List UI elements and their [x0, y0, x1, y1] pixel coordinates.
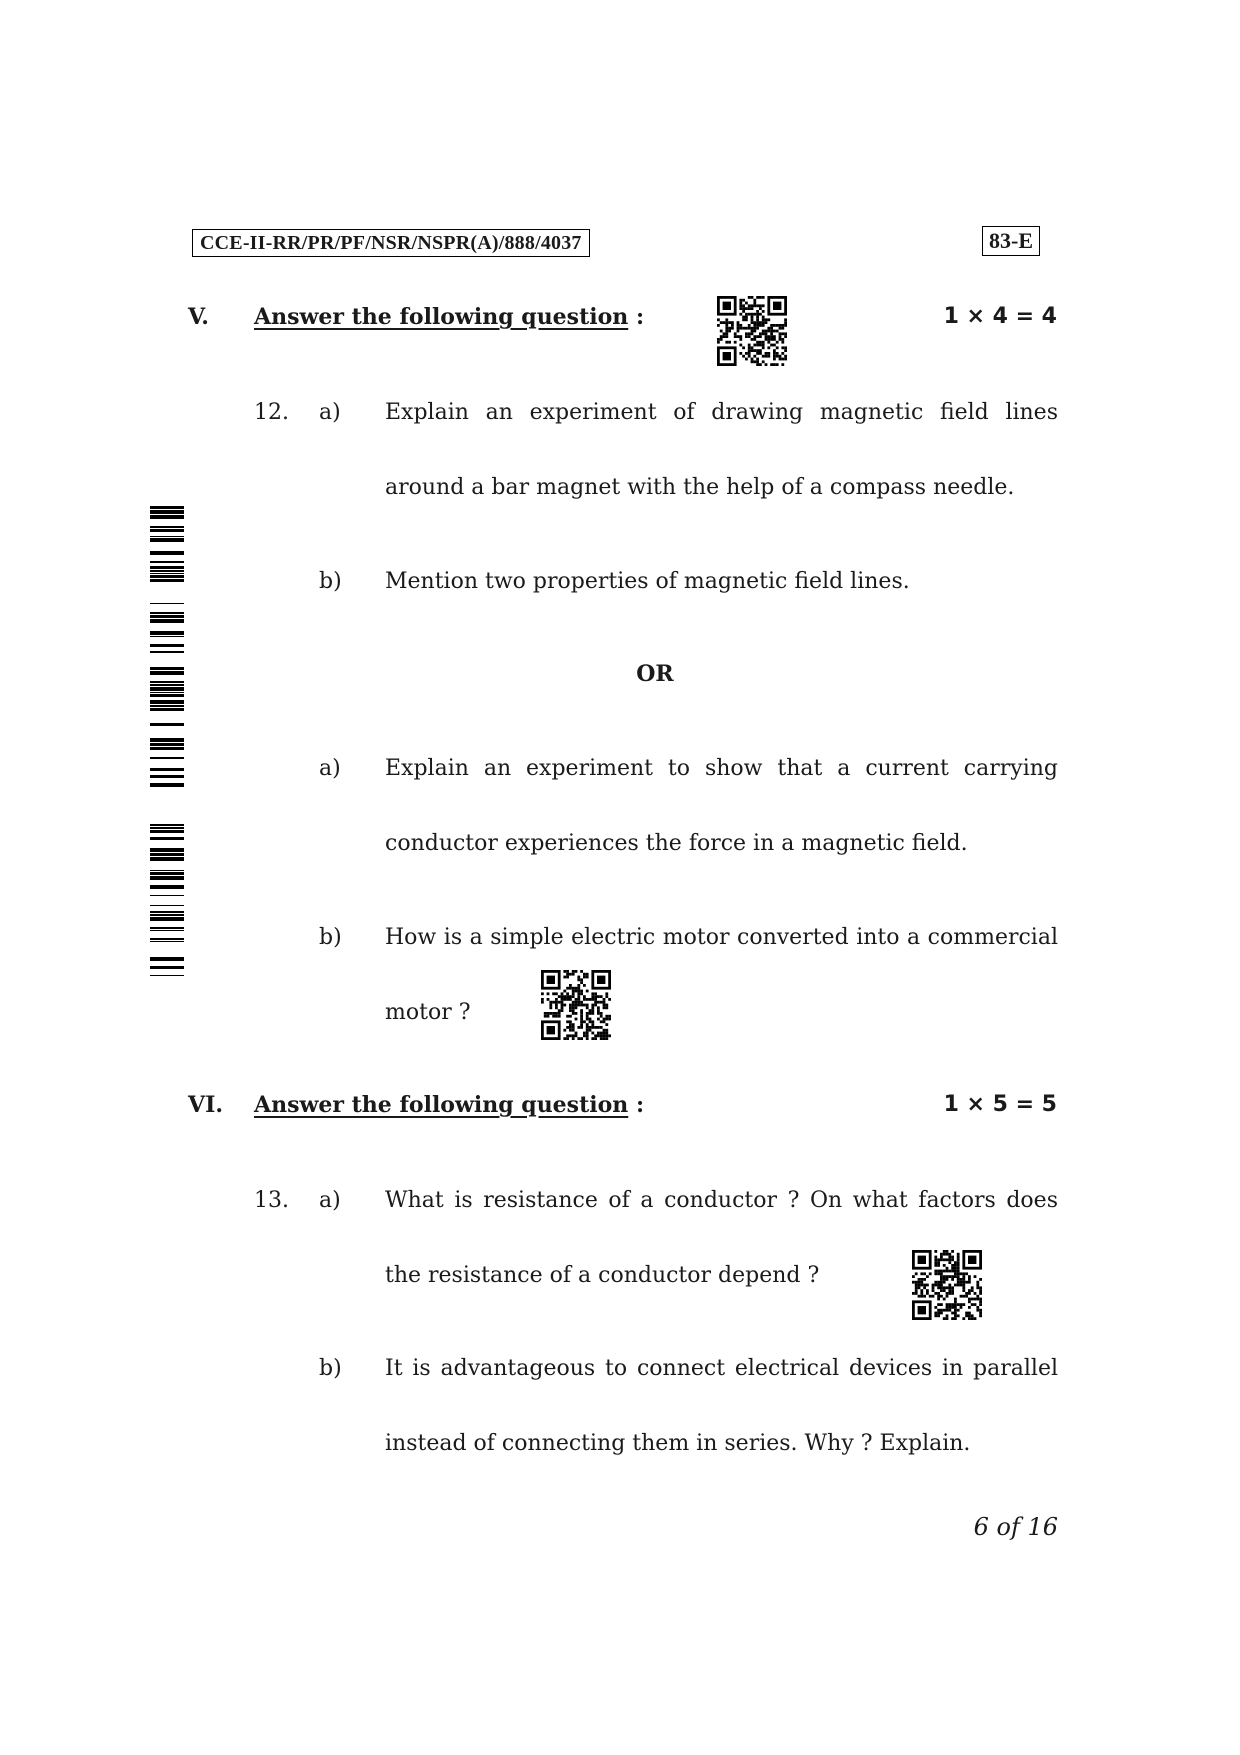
page-number: 6 of 16 [973, 1513, 1058, 1541]
q13-a-label: a) [319, 1188, 341, 1213]
paper-code: CCE-II-RR/PR/PF/NSR/NSPR(A)/888/4037 [192, 229, 590, 257]
q12-alt-a-line1: Explain an experiment to show that a current carrying [385, 756, 1058, 781]
qr-code-icon [717, 296, 787, 366]
qr-code-icon [912, 1250, 982, 1320]
q12-alt-b-line1: How is a simple electric motor converted into a commercial [385, 925, 1058, 950]
subject-code: 83-E [982, 226, 1040, 256]
question-number-13: 13. [254, 1188, 289, 1213]
q13-b-line2: instead of connecting them in series. Why ? Explain. [385, 1431, 971, 1456]
section-heading-v-colon: : [635, 304, 645, 330]
q12-b-label: b) [319, 569, 342, 594]
section-vi-marks: 1 × 5 = 5 [943, 1092, 1057, 1117]
or-divider: OR [636, 661, 674, 687]
q13-a-line2: the resistance of a conductor depend ? [385, 1263, 820, 1288]
section-heading-v [254, 304, 644, 330]
q12-alt-a-label: a) [319, 756, 341, 781]
section-number-vi: VI. [188, 1092, 224, 1118]
q13-b-label: b) [319, 1356, 342, 1381]
section-heading-vi-colon: : [635, 1092, 645, 1118]
qr-code-icon [541, 970, 611, 1040]
q12-b-text: Mention two properties of magnetic field lines. [385, 569, 910, 594]
q12-alt-a-line2: conductor experiences the force in a magnetic field. [385, 831, 968, 856]
q12-alt-b-line2: motor ? [385, 1000, 471, 1025]
section-heading-vi [254, 1092, 644, 1118]
section-number-v: V. [188, 304, 209, 330]
q12-a-line2: around a bar magnet with the help of a compass needle. [385, 475, 1015, 500]
section-heading-vi-text: Answer the following question [254, 1092, 629, 1118]
q12-a-label: a) [319, 400, 341, 425]
q13-b-line1: It is advantageous to connect electrical devices in parallel [385, 1356, 1058, 1381]
q12-alt-b-label: b) [319, 925, 342, 950]
section-v-marks: 1 × 4 = 4 [943, 304, 1057, 329]
q13-a-line1: What is resistance of a conductor ? On what factors does [385, 1188, 1058, 1213]
question-number-12: 12. [254, 400, 289, 425]
section-heading-v-text: Answer the following question [254, 304, 629, 330]
barcode-icon [150, 506, 184, 976]
q12-a-line1: Explain an experiment of drawing magnetic field lines [385, 400, 1058, 425]
